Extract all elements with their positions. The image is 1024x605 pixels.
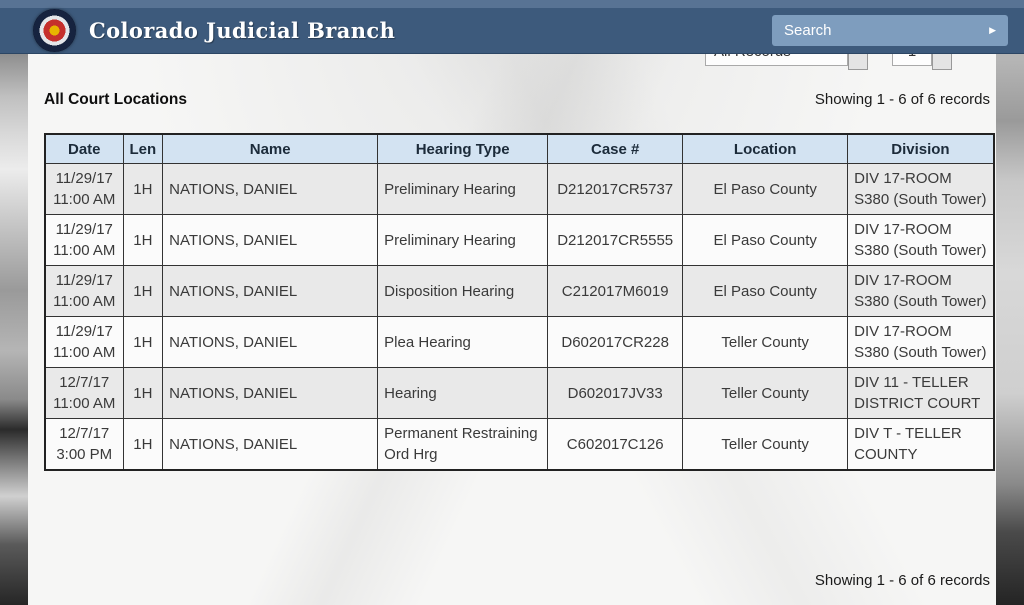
cell-division: DIV 17-ROOM S380 (South Tower) bbox=[848, 266, 994, 317]
cell-len: 1H bbox=[123, 368, 163, 419]
col-header-division: Division bbox=[848, 134, 994, 164]
cell-division: DIV 17-ROOM S380 (South Tower) bbox=[848, 317, 994, 368]
cell-date: 11/29/17 11:00 AM bbox=[45, 164, 123, 215]
cell-hearing-type: Disposition Hearing bbox=[378, 266, 548, 317]
cell-date: 12/7/17 11:00 AM bbox=[45, 368, 123, 419]
table-row bbox=[45, 368, 994, 419]
cell-len: 1H bbox=[123, 215, 163, 266]
cell-date: 11/29/17 11:00 AM bbox=[45, 266, 123, 317]
record-count-bottom: Showing 1 - 6 of 6 records bbox=[814, 572, 990, 589]
table-row bbox=[45, 266, 994, 317]
cell-name: NATIONS, DANIEL bbox=[163, 164, 378, 215]
cell-hearing-type: Preliminary Hearing bbox=[378, 215, 548, 266]
header-top-strip bbox=[0, 0, 1024, 8]
cell-location: Teller County bbox=[683, 368, 848, 419]
cell-location: El Paso County bbox=[683, 266, 848, 317]
col-header-location: Location bbox=[683, 134, 848, 164]
table-body bbox=[45, 164, 994, 471]
cell-location: Teller County bbox=[683, 419, 848, 471]
search-submit-arrow-icon[interactable]: ▶ bbox=[989, 25, 996, 35]
cell-name: NATIONS, DANIEL bbox=[163, 419, 378, 471]
cell-name: NATIONS, DANIEL bbox=[163, 317, 378, 368]
cell-location: El Paso County bbox=[683, 215, 848, 266]
cell-len: 1H bbox=[123, 419, 163, 471]
table-row bbox=[45, 419, 994, 471]
cell-location: El Paso County bbox=[683, 164, 848, 215]
table-header-row bbox=[45, 134, 994, 164]
cell-division: DIV 17-ROOM S380 (South Tower) bbox=[848, 215, 994, 266]
site-header bbox=[0, 0, 1024, 54]
court-docket-table bbox=[44, 133, 995, 471]
cell-name: NATIONS, DANIEL bbox=[163, 266, 378, 317]
cell-len: 1H bbox=[123, 317, 163, 368]
navbar bbox=[0, 8, 1024, 54]
page-heading-row bbox=[44, 91, 990, 109]
col-header-hearing-type: Hearing Type bbox=[378, 134, 548, 164]
cell-case-number: D602017JV33 bbox=[548, 368, 683, 419]
cell-hearing-type: Plea Hearing bbox=[378, 317, 548, 368]
cell-case-number: D602017CR228 bbox=[548, 317, 683, 368]
table-row bbox=[45, 215, 994, 266]
cell-date: 11/29/17 11:00 AM bbox=[45, 215, 123, 266]
cell-len: 1H bbox=[123, 266, 163, 317]
record-count-top: Showing 1 - 6 of 6 records bbox=[814, 91, 990, 108]
search-input[interactable] bbox=[772, 15, 1008, 46]
col-header-name: Name bbox=[163, 134, 378, 164]
cell-date: 12/7/17 3:00 PM bbox=[45, 419, 123, 471]
cell-location: Teller County bbox=[683, 317, 848, 368]
background-photo-right bbox=[996, 0, 1024, 605]
cell-len: 1H bbox=[123, 164, 163, 215]
cell-case-number: C602017C126 bbox=[548, 419, 683, 471]
cell-division: DIV 17-ROOM S380 (South Tower) bbox=[848, 164, 994, 215]
col-header-date: Date bbox=[45, 134, 123, 164]
cell-hearing-type: Hearing bbox=[378, 368, 548, 419]
cell-case-number: C212017M6019 bbox=[548, 266, 683, 317]
search-placeholder: Search bbox=[784, 22, 832, 39]
table-row bbox=[45, 164, 994, 215]
cell-hearing-type: Preliminary Hearing bbox=[378, 164, 548, 215]
page-title: All Court Locations bbox=[44, 91, 187, 108]
table-row bbox=[45, 317, 994, 368]
cell-name: NATIONS, DANIEL bbox=[163, 368, 378, 419]
col-header-case-number: Case # bbox=[548, 134, 683, 164]
cell-date: 11/29/17 11:00 AM bbox=[45, 317, 123, 368]
site-title: Colorado Judicial Branch bbox=[89, 18, 396, 43]
cell-name: NATIONS, DANIEL bbox=[163, 215, 378, 266]
cell-case-number: D212017CR5737 bbox=[548, 164, 683, 215]
cell-division: DIV 11 - TELLER DISTRICT COURT bbox=[848, 368, 994, 419]
cell-hearing-type: Permanent Restraining Ord Hrg bbox=[378, 419, 548, 471]
cell-division: DIV T - TELLER COUNTY bbox=[848, 419, 994, 471]
background-photo-left bbox=[0, 0, 28, 605]
cell-case-number: D212017CR5555 bbox=[548, 215, 683, 266]
colorado-judicial-seal-icon bbox=[33, 9, 76, 52]
col-header-len: Len bbox=[123, 134, 163, 164]
